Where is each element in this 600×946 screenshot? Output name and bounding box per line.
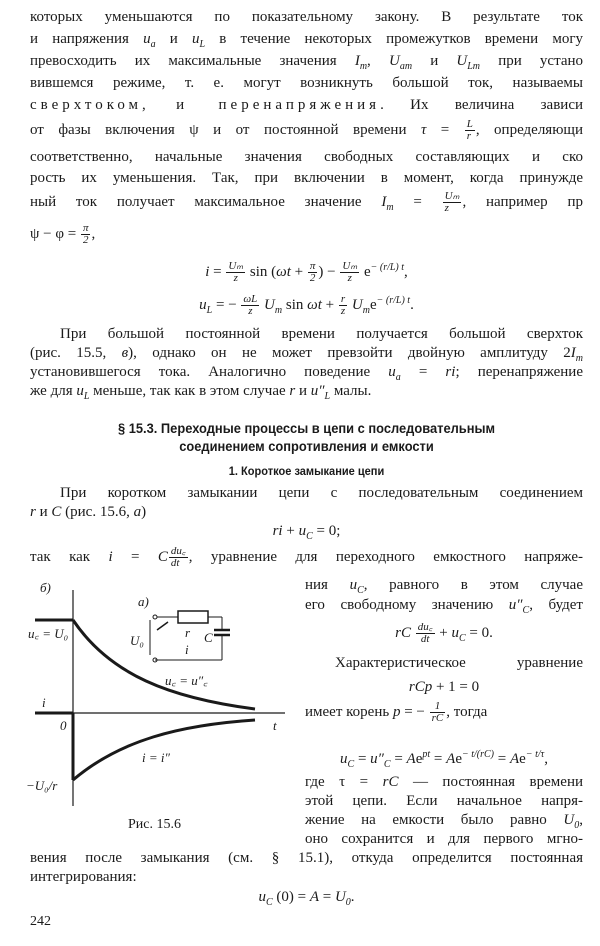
text-run: = — [400, 364, 446, 380]
math-variable: u — [199, 297, 207, 313]
math-variable: I — [354, 53, 360, 69]
math-subscript: am — [399, 61, 413, 72]
exponent: − t/(rC) — [461, 749, 495, 760]
math-subscript: Lm — [467, 61, 481, 72]
text-run: = — [112, 548, 158, 565]
math-variable: rC — [382, 774, 399, 790]
fraction — [169, 546, 188, 569]
math-variable: ri — [445, 364, 456, 380]
math-variable: ri — [272, 523, 283, 539]
math-subscript: L — [324, 391, 331, 402]
math-variable: u — [143, 31, 151, 47]
text-run: ), однако он не может превзойти двойную амплитуду 2 — [128, 345, 571, 361]
math-term — [258, 889, 273, 908]
math-variable: p — [392, 703, 401, 720]
math-variable: i — [205, 264, 210, 280]
text-run: — постоянная времени — [398, 774, 583, 790]
math-term — [570, 345, 583, 364]
numerator: du꜀ — [170, 545, 186, 557]
text-run: этой цепи. Если начальное напря- — [305, 793, 583, 809]
math-variable: C — [51, 504, 62, 520]
text-run: , — [91, 225, 96, 242]
fraction — [416, 622, 435, 645]
math-subscript: 0 — [345, 897, 351, 908]
math-term — [349, 577, 364, 596]
equation — [30, 888, 583, 912]
denominator: rC — [431, 712, 444, 724]
math-subscript: L — [206, 305, 213, 316]
text-run: = — [494, 751, 510, 767]
text-run: , — [544, 751, 548, 767]
fraction — [340, 261, 359, 284]
math-term — [192, 31, 206, 50]
fraction — [430, 701, 446, 724]
text-run: , например пр — [462, 193, 583, 210]
math-subscript: m — [575, 353, 583, 364]
math-variable: u — [349, 577, 358, 593]
text-run: = — [426, 121, 464, 138]
text-run: имеет корень — [305, 703, 393, 720]
numerator: Uₘ — [342, 260, 358, 273]
math-variable: I — [570, 345, 576, 361]
text-run: sin — [282, 297, 308, 313]
text-run: и — [155, 31, 193, 47]
math-variable: rCp — [408, 679, 433, 695]
text-run: (рис. 15.5, — [30, 345, 122, 361]
text-run: и — [35, 504, 52, 520]
switch-icon — [157, 622, 168, 630]
math-variable: A — [406, 751, 416, 767]
text-line — [305, 701, 583, 724]
math-variable: U — [334, 889, 346, 905]
text-run: его свободному значению — [305, 597, 509, 613]
math-subscript: C — [306, 531, 313, 542]
label-t-axis: t — [273, 718, 277, 733]
text-line — [30, 223, 583, 246]
text-line — [30, 382, 583, 406]
math-subscript: m — [359, 61, 368, 72]
equation — [30, 522, 583, 546]
numerator: π — [82, 222, 89, 234]
math-subscript: C — [357, 585, 364, 596]
math-variable: u — [298, 523, 307, 539]
text-run: = − — [212, 297, 241, 313]
text-run: , тогда — [446, 703, 488, 720]
math-term — [199, 297, 213, 316]
text-run: При большой постоянной времени получается большой сверхток — [60, 326, 583, 342]
figure-15-6 — [20, 580, 300, 840]
math-subscript: 0 — [574, 820, 580, 831]
denominator: z — [340, 305, 346, 318]
text-run: (рис. 15.6, — [61, 504, 134, 520]
fraction — [226, 261, 245, 284]
resistor-icon — [178, 611, 208, 623]
text-run: Характеристическое уравнение — [335, 655, 583, 671]
math-subscript: m — [274, 305, 283, 316]
text-run: e — [369, 297, 377, 313]
math-variable: ωt — [307, 297, 322, 313]
text-run: и — [412, 53, 457, 69]
fraction — [81, 223, 91, 246]
exponent: pt — [422, 749, 431, 760]
math-term — [76, 383, 90, 402]
numerator: Uₘ — [444, 190, 460, 202]
text-run: вения после замыкания (см. § 15.1), откуда определится постоянная — [30, 850, 583, 866]
text-run: ) − — [318, 264, 340, 280]
text-line — [30, 484, 583, 503]
math-variable: U — [351, 297, 363, 313]
spaced-emphasis: и перенапряжения — [176, 97, 381, 113]
math-subscript: а — [150, 39, 156, 50]
text-run: = − — [400, 703, 429, 720]
math-term — [456, 53, 481, 72]
equation-inductor-voltage — [30, 291, 583, 320]
label-uc-u0: u꜀ = U₀ — [28, 626, 69, 641]
numerator: 1 — [430, 701, 446, 713]
text-run — [411, 625, 415, 641]
math-subscript: а — [395, 372, 401, 383]
math-term — [298, 523, 313, 542]
text-run: оно сохранится и для первого мгно- — [305, 831, 583, 847]
math-variable: u — [258, 889, 266, 905]
math-variable: I — [381, 193, 387, 210]
denominator: z — [233, 272, 238, 285]
fraction — [465, 119, 475, 142]
text-run: При коротком замыкании цепи с последовательным соединением — [60, 485, 583, 501]
math-term — [388, 364, 401, 383]
text-line — [30, 96, 583, 115]
math-subscript: m — [386, 201, 394, 213]
label-i-axis: i — [42, 695, 46, 710]
math-variable: в — [121, 345, 129, 361]
text-line — [30, 74, 583, 93]
spaced-emphasis: сверхтоком, — [30, 97, 150, 113]
text-run: так как — [30, 548, 109, 565]
denominator: z — [248, 305, 253, 318]
math-term — [508, 597, 530, 616]
label-origin: 0 — [60, 718, 67, 733]
page-number: 242 — [30, 914, 51, 929]
math-term — [351, 297, 370, 316]
text-line — [305, 654, 583, 673]
text-run: . Их величина зависи — [380, 97, 584, 113]
math-variable: rC — [395, 624, 411, 641]
label-uc-curve: u꜀ = u″꜀ — [165, 673, 208, 688]
math-term — [381, 193, 394, 213]
math-variable: u — [451, 624, 459, 641]
panel-label-b: б) — [40, 580, 51, 595]
math-subscript: L — [199, 39, 206, 50]
text-run: ψ − φ = — [30, 225, 80, 242]
text-run: + 1 = 0 — [432, 679, 480, 695]
text-line — [30, 119, 583, 142]
text-run: в течение некоторых промежутков времени могу — [205, 31, 583, 47]
text-run: рость их уменьшения. Так, при включении в момент, когда принужде — [30, 170, 583, 186]
math-variable: A — [309, 889, 319, 905]
fraction — [308, 261, 318, 284]
equation — [305, 745, 583, 774]
fraction — [443, 191, 462, 214]
math-subscript: m — [362, 305, 370, 316]
label-i-curve: i = i″ — [142, 750, 170, 765]
text-run: при устано — [480, 53, 584, 69]
numerator: du꜀ — [417, 621, 433, 633]
numerator: ωL — [243, 293, 258, 306]
math-term — [264, 297, 283, 316]
text-run: = — [209, 264, 226, 280]
text-run: которых уменьшаются по показательному закону. В результате ток — [30, 9, 583, 25]
text-line — [305, 830, 583, 849]
text-line — [305, 773, 583, 792]
math-variable: U — [388, 53, 400, 69]
text-line — [30, 191, 583, 217]
label-i-circuit: i — [185, 642, 189, 657]
text-run: e — [415, 751, 423, 767]
text-line — [30, 849, 583, 868]
math-variable: r — [289, 383, 296, 399]
math-variable: C — [157, 548, 168, 565]
text-run: , будет — [529, 597, 583, 613]
fraction — [241, 294, 259, 317]
label-c: C — [204, 630, 213, 645]
text-line — [30, 148, 583, 167]
text-run: , — [579, 812, 583, 828]
math-variable: u — [76, 383, 84, 399]
text-line — [305, 596, 583, 620]
math-variable: τ — [420, 121, 427, 138]
text-run: = 0; — [312, 523, 341, 539]
math-term — [143, 31, 156, 50]
math-term — [370, 751, 391, 770]
math-variable: A — [509, 751, 520, 767]
math-variable: r — [30, 504, 36, 520]
math-subscript: L — [83, 391, 90, 402]
denominator: r — [466, 130, 471, 142]
math-variable: U — [563, 812, 575, 828]
text-run: ния — [305, 577, 350, 593]
numerator: Uₘ — [228, 260, 244, 273]
math-variable: u — [192, 31, 200, 47]
voltage-decay-curve — [73, 620, 255, 709]
text-run: соответственно, начальные значения свободных составляющих и ско — [30, 149, 583, 165]
text-run: + — [321, 297, 338, 313]
exponent: − (r/L) t — [376, 295, 411, 306]
denominator: 2 — [309, 272, 316, 285]
math-variable: u″ — [310, 383, 325, 399]
text-run: = — [390, 751, 407, 767]
text-run: ; перенапряжение — [455, 364, 583, 380]
subsection-heading: 1. Короткое замыкание цепи — [228, 464, 385, 478]
text-run: жение на емкости было равно — [305, 812, 564, 828]
equation — [305, 678, 583, 697]
text-run: + — [282, 523, 299, 539]
math-term — [388, 53, 413, 72]
math-subscript: C — [522, 605, 530, 616]
text-run: превосходить их максимальные значения — [30, 53, 355, 69]
text-run: . — [410, 297, 414, 313]
text-run: . — [350, 889, 355, 905]
text-run: + — [290, 264, 307, 280]
text-run: , определяющи — [475, 121, 583, 138]
text-run — [150, 97, 176, 113]
text-run: малы. — [330, 383, 372, 399]
text-run: e — [519, 751, 526, 767]
text-run: , — [404, 264, 408, 280]
math-variable: U — [264, 297, 275, 313]
text-line — [30, 325, 583, 344]
panel-label-a: а) — [138, 594, 149, 609]
text-run: установившегося тока. Аналогично поведение — [30, 364, 389, 380]
fraction — [339, 294, 347, 317]
denominator: 2 — [82, 234, 89, 246]
math-variable: u″ — [370, 751, 384, 767]
math-term — [563, 812, 580, 831]
label-u0: U₀ — [130, 633, 144, 648]
text-run: = — [318, 889, 335, 905]
text-run: же для — [30, 383, 77, 399]
text-line — [305, 792, 583, 811]
text-run: меньше, так как в этом случае — [89, 383, 290, 399]
text-run: sin ( — [246, 264, 277, 280]
math-term — [354, 53, 368, 72]
text-run: ) — [141, 504, 147, 520]
math-term — [334, 889, 351, 908]
denominator: z — [444, 202, 449, 214]
label-neg-u0-r: −U₀/r — [26, 778, 58, 793]
math-variable: A — [446, 751, 456, 767]
math-term — [310, 383, 331, 402]
text-run: от фазы включения ψ и от постоянной времени — [30, 121, 421, 138]
text-line — [30, 503, 583, 522]
text-line — [30, 868, 583, 887]
math-variable: а — [133, 504, 142, 520]
numerator: L — [466, 118, 473, 130]
equation-current — [30, 258, 583, 284]
math-variable: u — [388, 364, 396, 380]
text-line — [30, 169, 583, 188]
denominator: dt — [170, 557, 180, 569]
label-r: r — [185, 625, 191, 640]
text-line — [30, 8, 583, 27]
text-run: = — [393, 193, 442, 210]
text-run: , — [367, 53, 389, 69]
text-run: ный ток получает максимальное значение — [30, 193, 382, 210]
text-line — [30, 546, 583, 569]
text-run: и — [295, 383, 311, 399]
math-subscript: C — [347, 759, 355, 770]
math-variable: i — [108, 548, 113, 565]
text-run: (0) = — [272, 889, 310, 905]
math-subscript: C — [458, 632, 466, 644]
math-variable: u — [340, 751, 348, 767]
section-heading: § 15.3. Переходные процессы в цепи с последовательным — [117, 420, 496, 436]
equation — [305, 622, 583, 648]
text-run: = 0. — [465, 624, 493, 641]
text-line — [30, 52, 583, 76]
math-subscript: C — [383, 759, 391, 770]
exponent: − (r/L) t — [370, 262, 405, 273]
text-run: где τ = — [305, 774, 383, 790]
denominator: z — [347, 272, 352, 285]
text-line — [30, 30, 583, 54]
text-run: e — [360, 264, 371, 280]
numerator: π — [309, 260, 316, 273]
section-heading: соединением сопротивления и емкости — [179, 438, 434, 454]
math-term — [451, 624, 466, 644]
text-run: вившемся режиме, т. е. могут возникнуть большой ток, называемы — [30, 75, 583, 91]
text-run: + — [435, 624, 452, 641]
math-term — [340, 751, 355, 770]
math-variable: ωt — [276, 264, 291, 280]
math-subscript: C — [265, 897, 273, 908]
text-run: = — [430, 751, 447, 767]
numerator: r — [340, 293, 346, 306]
figure-caption: Рис. 15.6 — [128, 817, 181, 832]
text-run: e — [455, 751, 462, 767]
text-run: интегрирования: — [30, 869, 137, 885]
math-variable: U — [456, 53, 468, 69]
denominator: dt — [420, 633, 430, 645]
text-run: , уравнение для переходного емкостного напряже- — [188, 548, 583, 565]
text-run: = — [354, 751, 371, 767]
math-variable: u″ — [508, 597, 523, 613]
exponent: − t/τ — [525, 749, 545, 760]
text-run: , равного в этом случае — [363, 577, 583, 593]
text-run: и напряжения — [30, 31, 144, 47]
